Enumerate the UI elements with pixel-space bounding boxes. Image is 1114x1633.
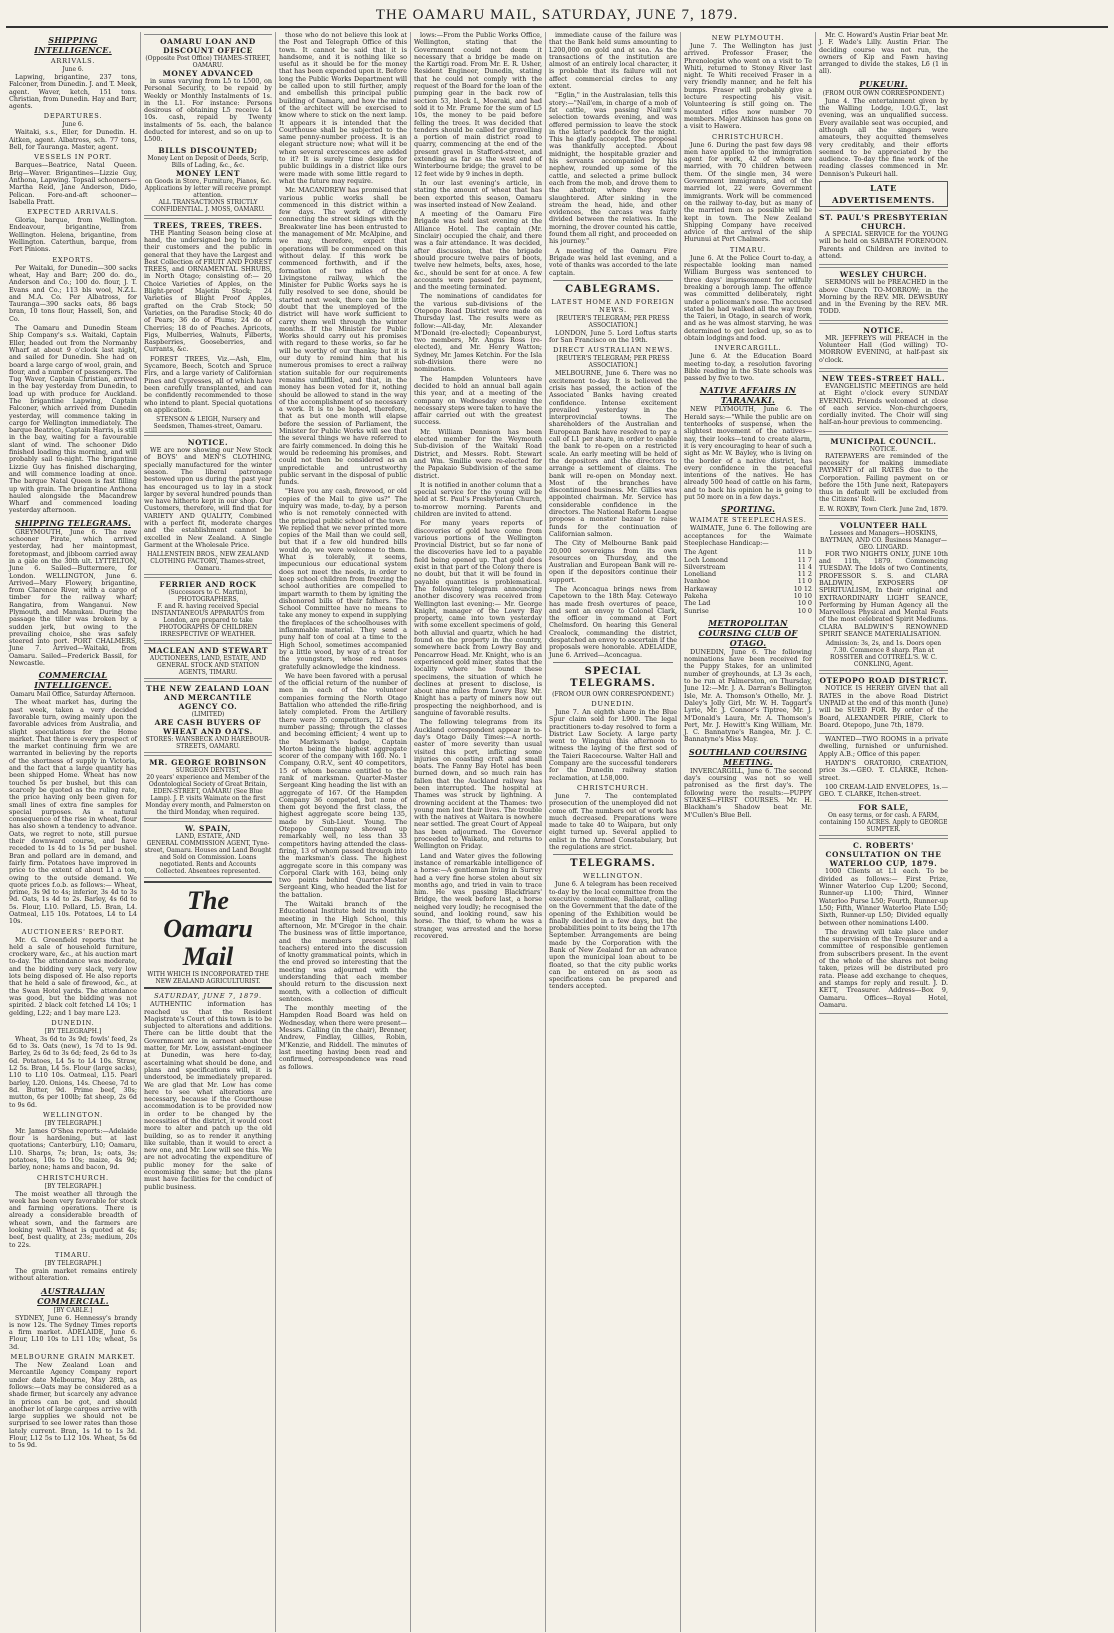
horse-weight: 10 0 — [797, 599, 812, 608]
dentist-ad — [144, 755, 272, 819]
trees-foot: STENSON & LEIGH, Nursery and Seedsmen, Thames-street, Oamaru. — [153, 416, 263, 431]
horse-paragraph: Land and Water gives the following instance of remarkable intelligence of a horse:—A gentleman living in Surrey had a very fine horse stolen about six months ago, and tried in vain to trace him. He was passing Blackfriars' Bridge, the week before last, a horse neighed very loudly; he recognised the sound, and looking round, saw his horse. The thief, to whom he was a stranger, was arrested and the horse recovered. — [414, 851, 542, 940]
arrivals-text: Lapwing, brigantine, 237 tons, Falconer, from Dunedin. J. and T. Meek, agent. Waver, ketch, 151 tons. Christian, from Dunedin. Hay and Barr, agents. — [9, 73, 137, 111]
direct-australian-title: DIRECT AUSTRALIAN NEWS. — [553, 346, 673, 355]
native-affairs-heading: NATIVE AFFAIRS IN TARANAKI. — [699, 385, 797, 406]
nameplate: The Oamaru Mail — [163, 886, 253, 972]
photographers-ad — [144, 577, 272, 641]
for-sale-text: On easy terms, or for cash. A FARM, containing 150 ACRES. Apply to GEORGE SUMPTER. — [819, 812, 948, 834]
sporting-heading: SPORTING. — [720, 504, 776, 515]
road-board-continued: lows:—From the Public Works Office, Wellington, stating that the Government could not deem it necessary that a bridge be made on the Kartigi road. From Mr. E. R. Usher, Resident Engineer, Dunedin, stating that he could not comply with the request of the Board for the loan of the pumping gear in the back row of section 53, block L, Moeraki, and had sold it to Mr. Frame for the sum of L5 10s, the money to be paid before felling the trees. It was decided that tenders should be called for gravelling a portion of main district road to quarry, commencing at the end of the present gravel in Stafford-street, and extending as far as the west end of Winterbourne bridge; the gravel to be 12 feet wide by 9 inches in depth. — [414, 32, 542, 178]
educational-institute-paragraph: The Waitaki branch of the Educational Institute held its monthly meeting in the High School, this afternoon, Mr. M'Gregor in the chair. The business was of little importance, and the members present (all teachers) entered into the discussion of knotty grammatical points, which in the end proved so interesting that the meeting was adjourned with the understanding that each member should return to the discussion next month, with a collection of difficult sentences. — [279, 900, 407, 1003]
trees-ad — [144, 218, 272, 433]
table-row — [684, 608, 812, 615]
nominations-paragraph: The nominations of candidates for the various sub-divisions of the Otepopo Road District were made on Thursday last. The results were as follow:—All-day, Mr. Alexander M'Donald (re-elected); Copeanburyst, two members, Mr. Angus Ross (re-elected), and Mr. Henry Watton; Sydney, Mr. James Ketchin. For the Isla sub-division there were no nominations. — [414, 292, 542, 374]
for-sale-ad — [819, 800, 948, 836]
clothing-ad — [144, 435, 272, 575]
horse-name: The Lad — [684, 599, 711, 608]
column-2 — [141, 32, 276, 1632]
municipal-ad — [819, 434, 948, 516]
municipal-sub: NOTICE. — [869, 445, 898, 453]
st-pauls-title: ST. PAUL'S PRESBYTERIAN CHURCH. — [819, 213, 948, 232]
money-lent-text: on Goods in Store, Furniture, Pianos, &c. Applications by letter will receive prompt attention. — [144, 177, 272, 199]
horse-name: Ivanhoe — [684, 577, 710, 586]
clothing-text: WE are now showing our New Stock of BOYS' and MEN'S CLOTHING, specially manufactured for the winter season. The liberal patronage bestowed upon us during the past year has encouraged us to lay in a stock larger by several hundred pounds than we have hitherto kept in our shop. Our Customers, therefore, will find that for VARIETY AND QUALITY, Combined with a perfect fit, moderate charges and the establishment cannot be excelled in New Zealand. A Single Garment at the Wholesale Price. — [144, 446, 272, 549]
horse-name: Silverstream — [684, 562, 726, 571]
horse-name: Loch Lomond — [684, 555, 729, 564]
nameplate-date: SATURDAY, JUNE 7, 1879. — [154, 992, 262, 1001]
departures-text: Waitaki, s.s., Eller, for Dunedin. H. Aitken, agent. Albatross, sch. 77 tons, Bell, for Tauranga. Master, agent. — [9, 128, 137, 152]
jeffreys-text: MR. JEFFREYS will PREACH in the Volunteer Hall (God willing) TO-MORROW EVENING, at half-past six o'clock. — [819, 333, 948, 364]
wesley-text: SERMONS will be PREACHED in the above Church TO-MORROW; in the Morning by the REV. MR. DEWSBURY and in the Evening by the REV. MR. TODD. — [819, 278, 948, 316]
loan-office-text: in sums varying from L5 to L500, on Personal Security, to be repaid by Weekly or Monthly Instalments of 1s. in the L1. For instance: Persons desirous of obtaining L5 receive L4 10s. cash, repaid by Twenty instalments of 5s. each, the balance deducted for interest, and so on up to L500. — [144, 77, 272, 144]
tees-hall-title: NEW TEES-STREET HALL. — [821, 373, 946, 383]
divider — [553, 662, 673, 663]
pukeuri-sub: (FROM OUR OWN CORRESPONDENT.) — [822, 89, 945, 97]
column-4 — [411, 32, 546, 1632]
nameplate-sub: WITH WHICH IS INCORPORATED THE NEW ZEALAND AGRICULTURIST. — [147, 971, 269, 986]
photographers-sub: (Successors to C. Martin), PHOTOGRAPHERS, — [168, 589, 248, 604]
horse-name: Pakeha — [684, 592, 708, 600]
arrivals-date: June 6. — [62, 66, 84, 73]
melbourne-text: The New Zealand Loan and Mercantile Agency Company report under date Melbourne, May 28th, as follows:—Oats may be considered as a shade firmer, but scarcely any advance in prices can be got, and should another lot of large cargoes arrive with large supplies we should not be surprised to see lower rates than those lately current. Bran, 1s 1d to 1s 3d. Flour, L12 5s to L12 10s. Wheat, 5s 6d to 5s 9d. — [9, 1361, 137, 1450]
horse-weight: 10 10 — [793, 592, 812, 600]
pukeuri-text: June 4. The entertainment given by the Walling Lodge, I.O.G.T., last evening, was an unqualified success. Every available seat was occupied, and although all the singers were amateurs, they acquitted themselves very creditably, and their efforts seemed to be appreciated by the audience. To-day the fine work of the reading classes commenced in Mr. Dennison's Pukeuri hall. — [819, 96, 948, 178]
waterloo-cup-foot: The drawing will take place under the supervision of the Treasurer and a committee of responsible gentlemen from subscribers present. In the event of the whole of the shares not being taken, prizes will be distributed pro rata. Please add exchange to cheques, and stamps for reply and result. J. D. KETT, Treasurer. Address—Box 9, Oamaru. Offices—Royal Hotel, Oamaru. — [819, 927, 948, 1009]
bills-heading: BILLS DISCOUNTED; — [158, 145, 258, 155]
clothing-foot: HALLENSTEIN BROS., NEW ZEALAND CLOTHING FACTORY, Thames-street, Oamaru. — [147, 551, 269, 573]
auctioneers-ad — [144, 643, 272, 679]
correction-paragraph: In our last evening's article, in stating the amount of wheat that has been exported this season, Oamaru was inserted instead of New Zealand. — [414, 178, 542, 209]
horse-weight: 11 0 — [797, 577, 812, 586]
commercial-title: COMMERCIAL INTELLIGENCE. — [34, 670, 112, 691]
spain-sub: LAND, ESTATE, AND — [175, 833, 241, 841]
waterloo-cup-title: C. ROBERTS' CONSULTATION ON THE WATERLOO CUP, 1879. — [825, 841, 942, 869]
wellington-sub: [BY TELEGRAPH.] — [44, 1119, 102, 1127]
photographers-title: FERRIER AND ROCK — [159, 580, 257, 590]
horse-name: Loneliand — [684, 570, 717, 579]
christchurch-text: June 6. During the past few days 98 men have applied to the immigration agent for work, 42 of whom are married, with 70 children between them. Of the single men, 34 were Government immigrants, and of the married lot, 22 were Government immigrants. Work will be commenced on the railway to-day, but as many of the married men as possible will be kept in town. The New Zealand Shipping Company have received advice of the arrival of the ship Hurunui at Port Chalmers. — [684, 140, 812, 244]
melbourne-bank-text: The City of Melbourne Bank paid 20,000 sovereigns from its own resources on Thursday, and the Australian and European Bank will re-open if the depositors continue their support. — [549, 539, 677, 584]
timaru-text: The grain market remains entirely without alteration. — [9, 1266, 137, 1283]
horse-name: The Agent — [684, 548, 718, 557]
loan-office-ad — [144, 34, 272, 216]
southland-coursing-text: INVERCARGILL, June 6. The second day's coursing was not so well patronised as the first day's. The following were the results:—PUPPY STAKES—FIRST COURSES. Mr. H. Blackham's Shadow beat Mr. M'Cullen's Blue Bell. — [684, 766, 812, 819]
nz-loan-title: THE NEW ZEALAND LOAN AND MERCANTILE AGENCY CO. — [146, 684, 270, 712]
editorial-continued: those who do not believe this look at the Post and Telegraph Office of this town. It cannot be said that it is handsome, and it is nothing like so useful as it should be for the money that has been expended upon it. Before long the Public Works Department will be called upon to still further, amply and embellish this principal public building of Oamaru, and how the mind of the architect will be exercised to know where to stick on the next lamp. It appears it is intended that the Courthouse shall be subjected to the same penny-number process. It is an elegant structure now; what will it be when several excrescences are added to it? It is surely time designs for public buildings in a district like ours were made with some little regard to what the future may require. — [279, 32, 407, 185]
column-3 — [276, 32, 411, 1632]
wesley-ad — [819, 267, 948, 320]
column-1 — [6, 32, 141, 1632]
shipping-title: SHIPPING INTELLIGENCE. — [34, 35, 112, 55]
departures-heading: DEPARTURES. — [43, 112, 103, 121]
column-6 — [681, 32, 816, 1632]
australian-sub: [BY CABLE.] — [53, 1306, 93, 1314]
divider — [553, 854, 673, 855]
volunteer-hall-ad — [819, 518, 948, 672]
exports-text: Per Waitaki, for Dunedin—300 sacks wheat, Hay and Barr; 200 do. do., Anderson and Co.; 100 do. flour, J. T. Evans and Co.; 113 bls wool, N.Z.L. and M.A. Co. Per Albatross, for Tauranga—390 sacks oats, 86 bags bran, 10 tons flour, Hassell, Son, and Co. — [9, 263, 137, 323]
waterloo-cup-text: 1000 Clients at L1 each. To be divided as follows:— First Prize, Winner Waterloo Cup L200; Second, Runner-up L100; Third, Winner Waterloo Purse L50; Fourth, Runner-up L50; Fifth, Winner Waterloo Plate L50; Sixth, Runner-up L50; Divided equally between other nominations L400. — [819, 867, 948, 927]
special-service-paragraph: It is notified in another column that a special service for the young will be held at St. Paul's Presbyterian Church, to-morrow morning. Parents and children are invited to attend. — [414, 480, 542, 518]
coursing-heading: METROPOLITAN COURSING CLUB OF OTAGO. — [698, 617, 798, 648]
dunedin-heading: DUNEDIN. — [51, 1018, 95, 1027]
nz-loan-foot: STORES: WANSBECK AND HAREBOUR-STREETS, OAMARU. — [145, 736, 271, 751]
gold-discovery-paragraph: For many years reports of discoveries of gold have come from various portions of the Wellington Provincial District, but so far none of the discoveries have led to a payable field being opened up. That gold does exist in that part of the Colony there is no doubt, but that it will be found in payable quantities is problematical. The following telegram announcing another discovery was received from Wellington last evening:— Mr. George Knight, manager of the Lowry Bay property, came into town yesterday with some excellent specimens of gold, both alluvial and quartz, which he had found on the property in the country, somewhere back from Lowry Bay and Pencarrow Head. Mr. Knight, who is an experienced gold miner, states that the locality where he found these specimens, the situation of which he declines at present to disclose, is about nine miles from Lowry Bay. Mr. Knight has a party of miners now out prospecting the neighborhood, and is sanguine of favorable results. — [414, 519, 542, 718]
wanted-ad: WANTED—TWO ROOMS in a private dwelling, furnished or unfurnished. Apply A.B.; Office of this paper. — [819, 735, 948, 758]
horse-name: Harkaway — [684, 584, 718, 593]
commission-agent-ad — [144, 821, 272, 878]
clothing-notice-title: NOTICE. — [187, 438, 229, 448]
special-dunedin-text: June 7. An eighth share in the Blue Spur claim sold for L900. The legal practitioners to-day resolved to form a District Law Society. A large party went to Wingatui this afternoon to witness the laying of the first sod of the Taieri Racecourse. Walter Hall and Company are the successful tenderers for the Dunedin railway station reclamation, at L58,000. — [549, 707, 677, 782]
christchurch-sub: [BY TELEGRAPH.] — [44, 1182, 102, 1190]
spain-text: GENERAL COMMISSION AGENT, Tyne-street, Oamaru. Houses and Land Bought and Sold on Commission. Loans negotiated. Rents and Accounts Collected. Absentees represented. — [144, 840, 272, 876]
shipping-telegrams-title: SHIPPING TELEGRAMS. — [14, 517, 132, 528]
departures-date: June 6. — [62, 121, 84, 129]
divider — [553, 280, 673, 281]
envelopes-ad: 100 CREAM-LAID ENVELOPES, 1s.—GEO. T. CLARKE, Itchen-street. — [819, 782, 948, 799]
timaru-text: June 6. At the Police Court to-day, a respectable looking man named William Burgess was sentenced to three days' imprisonment for wilfully breaking a borough lamp. The offence was committed deliberately, right under a policeman's nose. The accused stated he had walked all the way from the Taieri, in Otago, in search of work, and as he was almost starving, he was determined to get locked up, so as to obtain lodgings and food. — [684, 253, 812, 342]
volunteer-hall-text: FOR TWO NIGHTS ONLY, JUNE 10th and 11th, 1879. Commencing TUESDAY. The Idols of two Continents, PROFESSOR S. S. and CLARA BALDWIN, EXPOSERS OF SPIRITUALISM, In their original and EXTRAORDINARY LIGHT SEANCE, Performing by Human Agency all the Marvellous Physical and Mental Feats of the most celebrated Spirit Mediums. CLARA BALDWIN'S RENOWNED SPIRIT SEANCE MATERIALISATION. — [819, 549, 948, 639]
jeffreys-title: NOTICE. — [863, 325, 904, 335]
st-pauls-text: A SPECIAL SERVICE for the YOUNG will be held on SABBATH FORENOON. Parents and Children are invited to attend. — [819, 230, 948, 260]
horse-weight: 10 0 — [797, 606, 812, 615]
coursing-continued: Mr. C. Howard's Austin Friar beat Mr. J. F. Wade's Lilly. Austin Friar. The deciding course was not run, the owners of Kip and Fawn having arranged to divide the stakes, L6 (1 in all). — [819, 32, 949, 76]
nz-loan-sub: (LIMITED) — [191, 711, 225, 719]
horse-weight: 11 b — [797, 548, 812, 557]
column-7 — [816, 32, 951, 1632]
wellington-heading: WELLINGTON. — [42, 1110, 104, 1119]
steeplechase-table — [684, 549, 812, 615]
christchurch-heading: CHRISTCHURCH. — [37, 1173, 109, 1182]
loan-office-foot: ALL TRANSACTIONS STRICTLY CONFIDENTIAL. J. MOSS, OAMARU. — [151, 198, 265, 213]
fire-brigade-paragraph: A meeting of the Oamaru Fire Brigade was held last evening at the Alliance Hotel. The captain (Mr. Sinclair) occupied the chair, and there was a fair attendance. It was decided, after discussion, that the brigade should procure twelve pairs of boots, twelve new helmets, belts, axes, hose, &c., should be sent for at once. A few accounts were passed for payment, and the meeting terminated. — [414, 210, 542, 292]
forest-trees-text: FOREST TREES, Viz.—Ash, Elm, Sycamore, Beech, Scotch and Spruce Firs, and a large variety of Californian Pines and Cypresses, all of which have been carefully transplanted, and can be confidently recommended to those who intend to plant. Special quotations on application. — [144, 354, 272, 414]
tees-hall-text: EVANGELISTIC MEETINGS are held at Eight o'clock every SUNDAY EVENING. Friends welcomed at close of each service. Non-churchgoers, cordially invited. The Choir will sing half-an-hour previous to commencing. — [819, 381, 948, 427]
telegrams-wellington-text: June 6. A telegram has been received to-day by the local committee from the executive committee, Ballarat, calling on the Government that the date of the opening of the Exhibition would be finally decided in a few days, but the probabilities point to its being the 17th September. Arrangements are being made by the Corporation with the Bank of New Zealand for an advance upon the municipal loan about to be floated, so that the city public works can be entered on as soon as specifications can be prepared and tenders accepted. — [549, 880, 677, 991]
volunteer-hall-foot: Admission: 3s, 2s, and 1s. Doors open 7.30. Commence 8 sharp. Plan at ROSSITER and COTTRELL'S. W. C. CONKLING, Agent. — [825, 640, 942, 669]
telegrams-wellington-heading: WELLINGTON. — [582, 872, 644, 881]
nameplate-block — [144, 881, 272, 989]
expected-heading: EXPECTED ARRIVALS. — [27, 208, 119, 217]
southland-coursing-heading: SOUTHLAND COURSING MEETING. — [688, 746, 808, 767]
volunteer-return-paragraph: We have been favored with a perusal of the official return of the number of men in each of the volunteer companies forming the North Otago Battalion who attended the rifle-firing lately completed. From the Artillery there were 35 competitors, 12 of the number passing; through the classes and becoming efficient; 4 went up to the Marksman's badge, Captain Morton being the highest aggregate scorer of the company with 160. No. 1 Company, O.R.V., sent 40 competitors, 15 of whom became entitled to the rank of marksman. Quarter-Master Sergeant King heading the list with an aggregate of 167. Of the Hampden Company 36 competed, but none of them got beyond the first class, the highest aggregate score being 135, made by Sub-Lieut. Young. The Otepopo Company showed up remarkably well, no less than 33 competitors having attended the class-firing, 13 of whom passed through into the marksman's class. The highest aggregate score in this company was Corporal Clark with 163, being only two points behind Quarter-Master Sergeant King, who headed the list for the battalion. — [279, 671, 407, 899]
for-sale-title: FOR SALE, — [858, 803, 909, 813]
dunedin-sub: [BY TELEGRAPH.] — [44, 1027, 102, 1035]
nz-loan-text: ARE CASH BUYERS OF WHEAT AND OATS. — [154, 718, 262, 737]
dentist-title: MR. GEORGE ROBINSON — [149, 758, 267, 768]
firewood-paragraph: "Have you any cash, firewood, or old copies of the Mail to give us?" The inquiry was made, to-day, by a person who is not remotely connected with the principal public school of the town. We replied that we never printed more copies of the Mail than we could sell, but that if a few old hundred bills would do, we were welcome to them. What is tolerably, it seems, impecunious our educational system does not meet the needs, in order to keep school children from freezing the school authorities are compelled to impart warmth to them by igniting the dishonored bills of their fathers. The School Committee have no means to take any money to expend in supplying the fireplaces of the schoolhouses with inflammable material. They send a puny half ton of coal at a time to the High School, sometimes accompanied by a little wood, by way of a treat for the youngsters, whose red noses gratefully acknowledge the kindness. — [279, 487, 407, 671]
cablegrams-sub2: [REUTER'S TELEGRAM; PER PRESS ASSOCIATION.] — [556, 314, 670, 329]
photographers-text: F. and R. having received Special INSTANTANEOUS APPARATUS from London, are prepared to take PHOTOGRAPHS OF CHILDREN IRRESPECTIVE OF WEATHER. — [151, 603, 265, 639]
eglin-paragraph: "Eglin," in the Australasian, tells this story:—"Nail'em, in charge of a mob of fat cattle, was passing Nail'em's selection towards evening, and was offered permission to leave the stock in the latter's paddock for the night. This he gladly accepted. The proposal was thankfully accepted. About midnight, the hospitable grazier and his servants accompanied by his nephew, rounded up some of the cattle, and selected a prime bullock each from the mob, and drove them to the abattoir, where they were slaughtered. After sinking in the stream the head, hide, and other evidences, the carcass was fairly divided between the relatives. In the morning, the drover counted his cattle, found them all right, and proceeded on his journey." — [549, 91, 677, 246]
otepopo-ad — [819, 673, 948, 734]
auckland-telegrams-paragraph: The following telegrams from its Auckland correspondent appear in to-day's Otago Daily Times:—A north-easter of more severity than usual visited this port, inflicting some injuries on coasting craft and small boats. The Fanny Bay Hotel has been burned down, and so much rain has fallen that the Auckland railway has been interrupted. The hospital at Thames was struck by lightning. A drowning accident at the Thames: two young men lost their lives. The trouble with the natives at Waitara is nowhere near settled. The great Court of Appeal has been adjourned. The Governor proceeded to Waikato, and returns to Wellington on Friday. — [414, 718, 542, 851]
exports-heading: EXPORTS. — [52, 255, 94, 264]
dunedin-text: Wheat, 3s 6d to 3s 9d; fowls' feed, 2s 6d to 3s. Oats (new), 1s 7d to 1s 9d. Barley, 2s 6d to 3s 6d; feed, 2s 6d to 3s 6d. Potatoes, L4 5s to L4 10s. Straw, L2 5s. Bran, L4 5s. Flour (large sacks), L10 to L10 10s. Oatmeal, L15. Pearl barley, L20. Onions, 14s. Cheese, 7d to 8d. Butter, 9d. Prime beef, 30s; mutton, 6s per 100lb; fat sheep, 2s 6d to 9s 6d. — [9, 1034, 137, 1109]
road-board-paragraph: The monthly meeting of the Hampden Road Board was held on Wednesday, when there were present—Messrs. Calling (in the chair), Brenner, Andrew, Findlay, Gillies, Robin, M'Kenzie, and Riddell. The minutes of last meeting having been read and confirmed, correspondence was read as follows. — [279, 1004, 407, 1071]
horse-weight: 11 4 — [797, 562, 812, 571]
timaru-sub: [BY TELEGRAPH.] — [44, 1259, 102, 1267]
trees-title: TREES, TREES, TREES. — [153, 220, 263, 230]
hampden-ball-paragraph: The Hampden Volunteers have decided to hold an annual ball again this year, and at a meeting of the company on Wednesday evening the necessary steps were taken to have the affair carried out with the greatest success. — [414, 374, 542, 427]
horse-weight: 10 12 — [793, 584, 812, 593]
cablegrams-sub: LATEST HOME AND FOREIGN NEWS. — [551, 297, 675, 314]
vessels-text: Barques—Beatrice, Natal Queen. Brig—Waver. Brigantines—Lizzie Guy, Anthona, Lapwing. Topsail schooners—Martha Reid, Jane Anderson, Dido, Pelican. Fore-and-aft schooner—Isabella Pratt. — [9, 161, 137, 206]
shipping-telegrams-text: GREYMOUTH, June 6. The new schooner Pirate, which arrived yesterday, had her maintopmast, foretopmast, and jibboom carried away in a gale on the 30th ult. LYTTELTON, June 6. Sailed—Buttermere, for London. WELLINGTON, June 6. Arrived—Mary Flowery, brigantine, from Clarence River, with a cargo of timber for the railway wharf; Rangatira, from Wanganui. New Plymouth, and Manukau. During the passage the tiller was broken by a sudden jerk, but owing to the prevailing choice, she was safely steered into port. PORT CHALMERS, June 7. Arrived—Waitaki, from Oamaru. Sailed—Frederick Bassil, for Newcastle. — [9, 527, 137, 668]
arrivals-heading: ARRIVALS. — [50, 57, 96, 65]
new-plymouth-heading: NEW PLYMOUTH. — [711, 34, 785, 42]
special-christchurch-heading: CHRISTCHURCH. — [577, 783, 649, 792]
invercargill-text: June 6. At the Education Board meeting to-day, a resolution favoring Bible reading in the State schools was passed by five to two. — [684, 352, 812, 383]
commercial-sub: Oamaru Mail Office, Saturday Afternoon. — [10, 691, 136, 699]
direct-australian-text: MELBOURNE, June 6. There was no excitement to-day. It is believed the crisis has passed, the action of the Associated Banks having created confidence. Intense excitement prevailed yesterday in the interprovincial towns. The shareholders of the Australian and European Bank have resolved to pay a call of L1 per share, in order to enable the bank to re-open on a restricted scale. An early meeting will be held of the depositors and the directors to arrange a settlement of claims. The bank will re-open on Monday next. Most of the branches have discontinued business. Mr. Gillies was appointed chairman. Mr. Service has considerable confidence in the directors. The National Reform League propose a monster bazaar to raise funds for the continuation of Californian salmon. — [549, 369, 677, 538]
dentist-text: 20 years' experience and Member of the Odontological Society of Great Britain, EDEN-STREET, OAMARU (See Blue Lamp). J. P. visits Waimate on the first Monday every month, and Palmerston on the third Monday, when required. — [145, 774, 271, 817]
special-christchurch-text: June 7. The contemplated prosecution of the unemployed did not come off. The numbers out of work has much decreased. Preparations were made to take 40 to Waipara, but only eight turned up. Several applied to enlist in the Armed Constabulary, but the regulations are strict. — [549, 791, 677, 852]
christchurch-heading: CHRISTCHURCH. — [712, 132, 784, 141]
nz-loan-ad — [144, 681, 272, 753]
waterloo-cup-ad — [819, 838, 948, 1014]
horse-weight: 11 2 — [797, 570, 812, 579]
wellington-text: Mr. James O'Shea reports:—Adelaide flour is hardening, but at last quotations; Canterbury, L10; Oamaru, L10. Sharps, 7s; bran, 1s; oats, 3s; potatoes, 10s to 10s; maize, 4s 9d; barley, none; hams and bacon, 9d. — [9, 1126, 137, 1172]
volunteer-hall-title: VOLUNTEER HALL — [839, 520, 928, 530]
cablegrams-title: CABLEGRAMS. — [565, 283, 661, 295]
invercargill-heading: INVERCARGILL. — [714, 344, 782, 353]
money-lent-heading: MONEY LENT — [176, 168, 240, 178]
steeplechase-heading: WAIMATE STEEPLECHASES. — [689, 516, 807, 525]
municipal-foot: E. W. ROXBY, Town Clerk. June 2nd, 1879. — [819, 505, 948, 513]
commercial-text: The wheat market has, during the past week, taken a very decided favorable turn, owing mainly upon the favorable advices from Australia, and slight speculations for the Home market. That there is every prospect of the market continuing firm we are warranted in believing by the reports of the shortness of supply in Victoria, and the fact that a large quantity has been shipped Home. Wheat has now touched 5s per bushel, but this can scarcely be quoted as the ruling rate, the price having only been given for small lines of extra fine samples for special purposes. As a natural consequence of the rise in wheat, flour has also shown a tendency to advance. Oats, we regret to note, still pursue their downward course, and have receded to 1s 4d to 1s 5d per bushel. Bran and pollard are in demand, and fairly firm. Potatoes have improved in price to the extent of about L1 a ton, owing to the outside demand. We quote prices f.o.b. as follows:— Wheat, prime, 3s 9d to 4s; inferior, 3s 4d to 3s 9d. Oats, 1s 4d to 2s. Barley, 4s 6d to 5s. Flour, L10. Pollard, L5. Bran, L4. Oatmeal, L15 10s. Potatoes, L4 to L4 10s. — [9, 698, 137, 926]
masthead: THE OAMARU MAIL, SATURDAY, JUNE 7, 1879. — [6, 4, 1108, 28]
municipal-title: MUNICIPAL COUNCIL. — [830, 436, 937, 446]
dennison-paragraph: Mr. William Dennison has been elected member for the Weymouth Sub-division of the Waitaki Road District, and Messrs. Robt. Stewart and Wm. Smillie were re-elected for the Papakaio Subdivision of the same district. — [414, 427, 542, 480]
haydn-ad: HAYDN'S ORATORIO, CREATION, price 3s.—GEO. T. CLARKE, Itchen-street. — [819, 759, 948, 782]
australian-heading: AUSTRALIAN COMMERCIAL. — [37, 1285, 109, 1306]
expected-text: Gloria, barque, from Wellington. Endeavour, brigantine, from Wellington. Helena, brigantine, from Wellington. Caterthun, barque, from Fort Pinions. — [9, 216, 137, 254]
editorial-text: AUTHENTIC information has reached us that the Resident Magistrate's Court of this town is to be subjected to alterations and additions. There can be little doubt that the Government are in earnest about the matter, for Mr. Low, assistant-engineer at Dunedin, was here to-day, ascertaining what should be done, and plans and specifications will, it is understood, be immediately prepared. We are glad that Mr. Low has come here to see what alterations are necessary, because if the Courthouse accommodation is to be provided now in order to be changed by the necessities of the district, it would cost more to alter and patch up the old building, so as to render it anything like suitable, than it would to erect a new one, and Mr. Low will see this. We are not advocating the expenditure of public money for the sake of economising the same; but the plans must have facilities for the conduct of public business. — [144, 1000, 272, 1191]
cablegrams-text: LONDON, June 5. Lord Loftus starts for San Francisco on the 19th. — [549, 328, 677, 345]
pukeuri-heading: PUKEURI. — [859, 78, 908, 89]
bank-failure-paragraph: immediate cause of the failure was that the Bank held sums amounting to L200,000 on gold and at sea. As the transactions of the institution are almost of an entirely local character, it is probable that its failure will not affect commercial circles to any extent. — [549, 32, 677, 91]
auctioneers-text: Mr. G. Greenfield reports that he held a sale of household furniture, crockery ware, &c., at his auction mart to-day. The attendance was moderate, and the bidding very slack, very low lots being disposed of. He also reports that he held a sale of firewood, &c., at the Swan Hotel yards. The attendance was good, but the bidding was not spirited. 2 black colt fetched L4 10s; 1 gelding, L22; and 1 bay mare L23. — [9, 935, 137, 1017]
fire-brigade-thanks: A meeting of the Oamaru Fire Brigade was held last evening, and a vote of thanks was accorded to the late captain. — [549, 246, 677, 277]
bills-text: Money Lent on Deposit of Deeds, Scrip, Bills of Lading, &c., &c. — [147, 154, 269, 169]
columns — [6, 32, 1108, 1632]
municipal-text: RATEPAYERS are reminded of the necessity for making immediate PAYMENT of all RATES due to the Corporation. Failing payment on or before the 15th June next, Ratepayers thus in default will be excluded from the Citizens' Roll. — [819, 451, 948, 504]
new-plymouth-text: June 7. The Wellington has just arrived. Professor Fraser, the Phrenologist who went on a visit to Te Whiti, returned to Stoney River last night. Te Whiti received Fraser in a very friendly manner, and he felt his bumps. Fraser will probably give a lecture respecting his visit. Volunteering is still going on. The mounted rifles now number 70 members. Major Atkinson has gone on a visit to Hawera. — [684, 42, 812, 131]
special-dunedin-heading: DUNEDIN. — [591, 699, 635, 708]
coursing-text: DUNEDIN, June 6. The following nominations have been received for the Puppy Stakes, for an unlimited number of greyhounds, at L3 3s each, to be run at Palmerston, on Thursday, June 12:—Mr. J. A. Darran's Bellington Isle, Mr. A. Thomson's Othello, Mr. J. Daley's Jolly Girl, Mr. W. H. Taggart's Lyrie, Mr. J. Connor's Tiptree, Mr. J. M'Donald's Laura, Mr. A. Thomson's Pert, Mr. J. Hewitt's King William, Mr. J. C. Bannatyne's Rangea, Mr. J. C. Bannatyne's Miss May. — [684, 647, 812, 744]
auctioneers-heading: AUCTIONEERS' REPORT. — [21, 927, 125, 936]
tees-street-hall-ad — [819, 371, 948, 432]
otepopo-title: OTEPOPO ROAD DISTRICT. — [819, 676, 948, 686]
special-telegrams-sub: (FROM OUR OWN CORRESPONDENT.) — [552, 690, 674, 698]
timaru-heading: TIMARU. — [54, 1250, 92, 1259]
maclean-title: MACLEAN AND STEWART — [147, 646, 269, 656]
late-advertisements-heading: LATE ADVERTISEMENTS. — [819, 181, 948, 207]
dentist-sub: SURGEON DENTIST, — [175, 767, 241, 775]
jeffreys-notice-ad — [819, 323, 948, 369]
horse-weight: 11 7 — [797, 555, 812, 564]
australian-text: SYDNEY, June 6. Hennessy's brandy is now 12s. The Sydney Times reports a firm market. ADELAIDE, June 6. Flour, L10 10s to L11 10s; wheat, 5s 3d. — [9, 1313, 137, 1351]
melbourne-heading: MELBOURNE GRAIN MARKET. — [10, 1353, 136, 1362]
macandrew-paragraph: Mr. MACANDREW has promised that various public works shall be commenced in this district within a few days. The work of directly connecting the street sidings with the Breakwater line has been entrusted to the management of Mr. McAlpine, and we may, therefore, expect that operations will be commenced on this without delay. If this work be commenced forthwith, and if the formation of two miles of the Livingstone railway, which the Minister for Public Works says he is fully resolved to see done, should be started next week, there can be little doubt that the unemployed of the district will have work sufficient to carry them well through the winter months. If the Minister for Public Works should carry out his promises with regard to these works, so far he will be worthy of our thanks; but it is our duty to remind him that his numerous promises to erect a railway station suitable for our requirements remains unfulfilled, and that, in the money has been voted for it, nothing should be allowed to stand in the way of the accomplishment of so necessary a work. It is to be hoped, therefore, that as but one month will elapse before the session of Parliament, the Minister for Public Works will see that the several things we have referred to are fairly commenced. In doing this he would be redeeming his promises, and could not then be considered as an unpredictable and untrustworthy public servant in the disposal of public funds. — [279, 186, 407, 487]
st-pauls-ad — [819, 210, 948, 265]
horse-name: Sunrise — [684, 606, 709, 615]
special-telegrams-title: SPECIAL TELEGRAMS. — [570, 665, 656, 689]
telegrams-title: TELEGRAMS. — [570, 858, 656, 870]
wesley-title: WESLEY CHURCH. — [839, 270, 928, 280]
maclean-text: AUCTIONEERS, LAND, ESTATE, AND GENERAL STOCK AND STATION AGENTS, TIMARU. — [149, 655, 267, 677]
christchurch-text: The moist weather all through the week has been very favorable for stock and farming operations. There is already a considerable breadth of wheat sown, and the farmers are looking well. Wheat is quoted at 4s; beef, best quality, at 23s; medium, 20s to 22s. — [9, 1189, 137, 1249]
otepopo-text: NOTICE IS HEREBY GIVEN that all RATES in the above Road District UNPAID at the end of this month (June) will be SUED FOR. By order of the Board, ALEXANDER PIRIE, Clerk to Board. Otepopo, June 7th, 1879. — [819, 684, 948, 729]
native-affairs-text: NEW PLYMOUTH, June 6. The Herald says:—"While the public are on tenterhooks of suspense, when the slightest movement of the natives—nay, their looks—tend to create alarm, it is very encouraging to hear of such a sight as Mr. W. Bayley, who is living on the border of a native district, has every confidence in the peaceful intentions of the natives. He has already 500 head of cattle on his farm, and to back his opinion he is going to put 50 more on in a few days." — [684, 405, 812, 502]
trees-text: THE Planting Season being close at hand, the undersigned beg to inform their customers and the public in general that they have the Largest and Best Collection of FRUIT AND FOREST TREES, and ORNAMENTAL SHRUBS, in North Otago; consisting of:— 20 Choice Varieties of Apples, on the Blight-proof Majetin Stock; 24 Varieties of Blight Proof Apples, grafted on the Crab Stock; 50 Varieties, on the Paradise Stock; 40 do of Pears; 36 do of Plums; 24 do of Cherries; 18 do of Peaches. Apricots, Figs, Mulberries, Walnuts, Filberts, Raspberries, Gooseberries, and Currants, &c. — [144, 228, 272, 354]
loan-office-title: OAMARU LOAN AND DISCOUNT OFFICE — [160, 37, 256, 55]
harbour-text: The Oamaru and Dunedin Steam Ship Company's s.s. Waitaki, Captain Eller, headed out from the Normanby Wharf at about 9 o'clock last night, and sailed for Dunedin. She had on board a large cargo of wool, grain, and flour, and a number of passengers. The Tug Waver, Captain Christian, arrived in the bay yesterday from Dunedin, to load up with produce for Auckland. The brigantine Lapwing, Captain Falconer, which arrived from Dunedin yesterday, will commence taking in cargo for Wellington immediately. The barque Beatrice, Captain Harris, is still in the bay, waiting for a favourable slant of wind. The schooner Dido finished loading this morning, and will probably sail to-night. The brigantine Lizzie Guy has finished discharging, and will commence loading at once. The barque Natal Queen is fast filling up with grain. The brigantine Anthona hauled alongside the Macandrew Wharf and commenced loading yesterday afternoon. — [9, 324, 137, 515]
spain-title: W. SPAIN, — [184, 824, 232, 834]
column-5 — [546, 32, 681, 1632]
timaru-heading: TIMARU. — [729, 245, 767, 254]
steeplechase-text: WAIMATE, June 6. The following are acceptances for the Waimate Steeplechase Handicap:— — [684, 524, 812, 547]
aconcagua-text: The Aconcagua brings news from Capetown to the 18th May. Cetewayo has made fresh overtures of peace, and sent an envoy to Colonel Clark, the officer in command at Fort Chelmsford. On hearing this General Crealock, commanding the district, despatched an envoy to ascertain if the proposals were honorable. ADELAIDE, June 6. Arrived—Aconcagua. — [549, 585, 677, 659]
direct-australian-sub: [REUTER'S TELEGRAM; PER PRESS ASSOCIATION.] — [556, 355, 670, 370]
loan-office-heading: MONEY ADVANCED — [162, 69, 254, 78]
vessels-heading: VESSELS IN PORT. — [34, 153, 112, 162]
loan-office-sub: (Opposite Post Office) THAMES-STREET, OAMARU. — [145, 55, 271, 69]
volunteer-hall-sub: Lessees and Managers—HOSKINS, BAYTMAN, AND CO. Business Manager—GEO. LINGARD. — [819, 529, 948, 551]
